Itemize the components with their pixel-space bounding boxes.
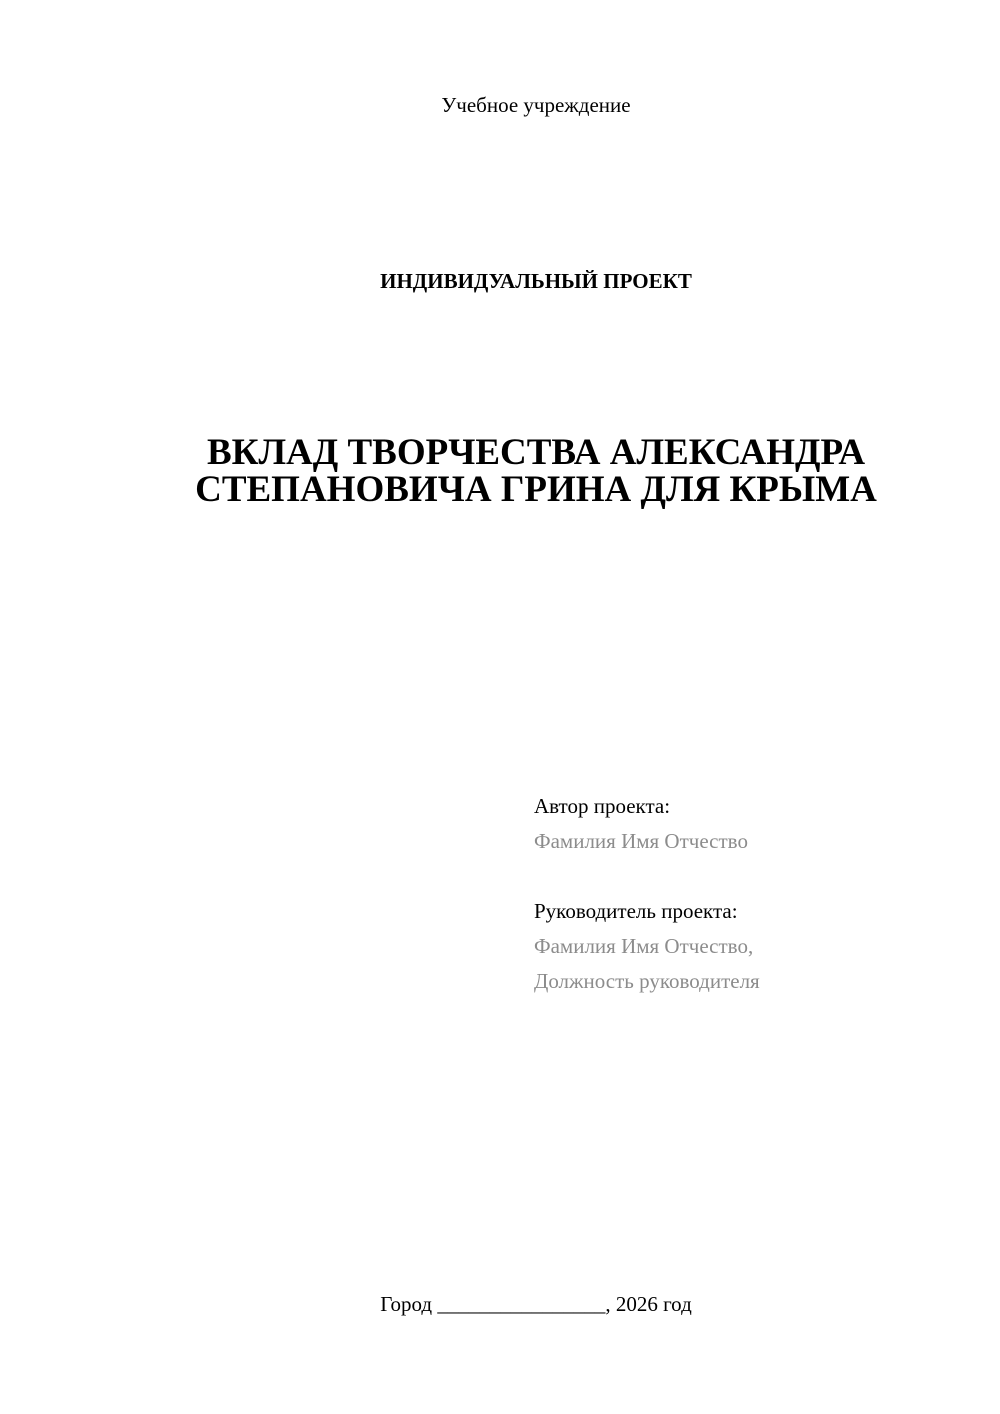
document-type: ИНДИВИДУАЛЬНЫЙ ПРОЕКТ bbox=[380, 269, 692, 293]
supervisor-name: Фамилия Имя Отчество, bbox=[534, 934, 754, 958]
city-year-line: Город ________________, 2026 год bbox=[380, 1292, 692, 1316]
project-title bbox=[150, 434, 922, 508]
author-name: Фамилия Имя Отчество bbox=[534, 829, 748, 853]
info-spacer bbox=[534, 859, 974, 894]
author-label: Автор проекта: bbox=[534, 794, 671, 818]
supervisor-position: Должность руководителя bbox=[534, 969, 760, 993]
institution-name: Учебное учреждение bbox=[441, 93, 631, 117]
project-title-line-2: СТЕПАНОВИЧА ГРИНА ДЛЯ КРЫМА bbox=[195, 469, 877, 510]
project-title-line-1: ВКЛАД ТВОРЧЕСТВА АЛЕКСАНДРА bbox=[206, 432, 866, 473]
project-info-block bbox=[534, 789, 974, 999]
supervisor-label: Руководитель проекта: bbox=[534, 899, 738, 923]
